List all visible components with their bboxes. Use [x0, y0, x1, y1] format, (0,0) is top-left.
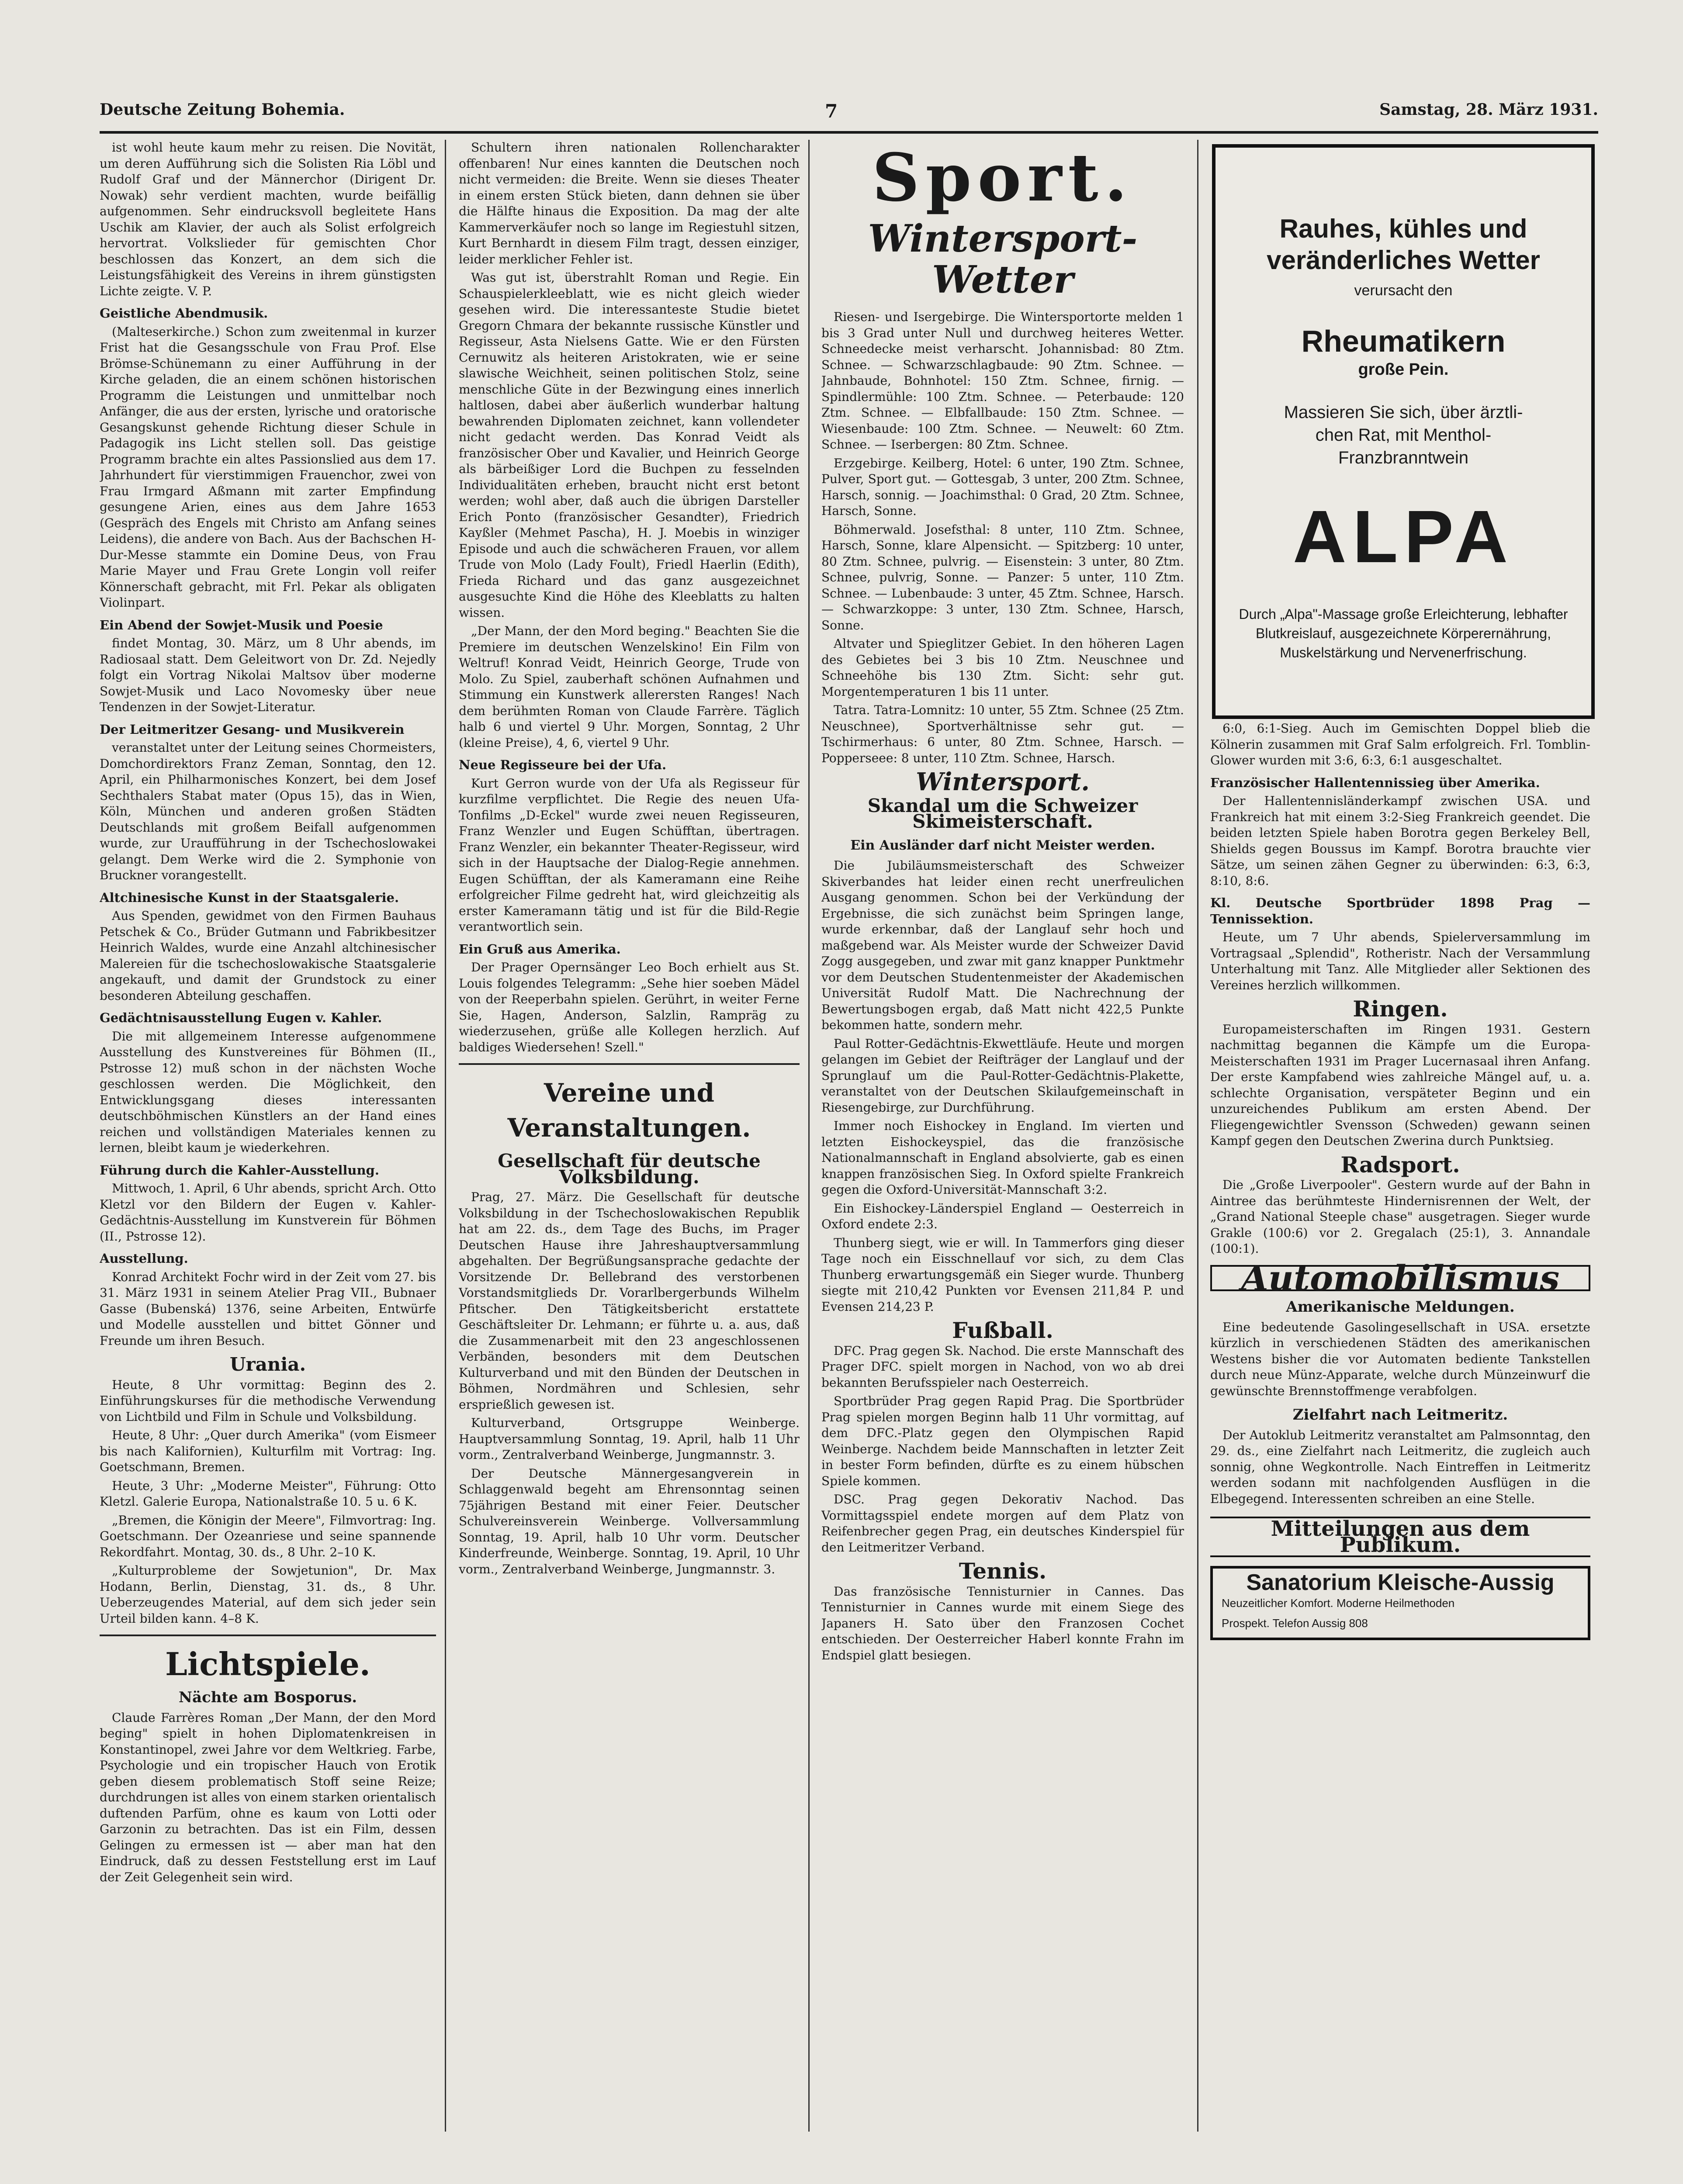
column-1: [100, 140, 436, 2149]
ad-headline-line: veränderliches Wetter: [1267, 245, 1540, 275]
ad-headline: Sanatorium Kleische-Aussig: [1246, 1570, 1555, 1595]
article-text: veranstaltet unter der Leitung seines Chormeisters, Domchordirektors Franz Zeman, Sonntag, den 12. April, ein Philharmonisches Konzert, bei dem Josef Sechthalers Stabat mater (Opus 15), das in Wien, Köln, München und anderen großen Städten Deutschlands mit großem Beifall aufgenommen wurde, zur Uraufführung in der Tschechoslowakei gelangt. Dem Werke wird die 2. Symphonie von Bruckner vorangestellt.: [100, 740, 436, 882]
section-rule: [100, 1635, 436, 1636]
section-title-fussball: Fußball.: [952, 1317, 1053, 1343]
ad-headline-line: Rauhes, kühles und: [1279, 214, 1527, 243]
article-text: (Malteserkirche.) Schon zum zweitenmal in kurzer Frist hat die Gesangsschule von Frau Prof. Else Brömse-Schünemann zu einer Aufführung in der Kirche geladen, die an einem schönen historischen Programm die Leistungen und unmittelbar noch Anfänger, die aus der ersten, lyrische und oratorische Gesangskunst gehende Richtung dieser Schule in Padagogik ins Licht stellen soll. Das geistige Programm brachte ein altes Passionslied aus dem 17. Jahrhundert für vierstimmigen Frauenchor, zwei von Frau Irmgard Aßmann mit zarter Empfindung gesungene Arien, eines aus dem Jahre 1653 (Gespräch des Engels mit Christo am Anfang seines Leidens), die andere von Bach. Aus der Bachschen H-Dur-Messe stammte ein Domine Deus, von Frau Marie Mayer und Frau Grete Longin voll reifer Könnerschaft gebracht, mit Frl. Pekar als obligaten Violinpart.: [100, 324, 436, 610]
article-text: Kurt Gerron wurde von der Ufa als Regisseur für kurzfilme verpflichtet. Die Regie des neuen Ufa-Tonfilms „D-Eckel" wurde zwei neuen Regisseuren, Franz Wenzler und Eugen Schüfftan, übertragen. Franz Wenzler, ein bekannter Theater-Regisseur, wird sich in der Hauptsache der Dialog-Regie annehmen. Eugen Schüfftan, der als Kameramann eine Reihe erfolgreicher Filme gedreht hat, wird gleichzeitig als erster Kameramann tätig und ist für die Bild-Regie verantwortlich sein.: [459, 776, 800, 934]
article-text: findet Montag, 30. März, um 8 Uhr abends, im Radiosaal statt. Dem Geleitwort von Dr. Zd. Nejedly folgt ein Vortrag Nikolai Maltsov über moderne Sowjet-Musik und Laco Novomesky über neue Tendenzen in der Sowjet-Literatur.: [100, 636, 436, 714]
article-text: DFC. Prag gegen Sk. Nachod. Die erste Mannschaft des Prager DFC. spielt morgen in Nachod, von wo ab drei bekannten Berufsspieler nach Oesterreich.: [821, 1343, 1184, 1390]
page-header: [100, 100, 1598, 127]
article-text: Europameisterschaften im Ringen 1931. Gestern nachmittag begannen die Kämpfe um die Europa-Meisterschaften 1931 im Prager Lucernasaal ihren Anfang. Der erste Kampfabend wies zahlreiche Mängel auf, u. a. schlechte Organisation, verspäteter Beginn und ein unzureichendes Publikum am ersten Abend. Der Fliegengewichtler Svensson (Schweden) gewann seinen Kampf gegen den Deutschen Zwerina durch Punktsieg.: [1210, 1022, 1590, 1148]
article-text: Konrad Architekt Fochr wird in der Zeit vom 27. bis 31. März 1931 in seinem Atelier Prag VII., Bubnaer Gasse (Bubenská) 1376, seine Arbeiten, Entwürfe und Modelle ausstellen und bittet Gönner und Freunde um ihren Besuch.: [100, 1269, 436, 1348]
urania-item: Heute, 3 Uhr: „Moderne Meister", Führung: Otto Kletzl. Galerie Europa, Nationalstraße 10. 5 u. 6 K.: [100, 1478, 436, 1509]
ad-headline: [1216, 213, 1591, 276]
article-text: Eine bedeutende Gasolingesellschaft in USA. ersetzte kürzlich in verschiedenen Städten des amerikanischen Westens bisher die vor Automaten bediente Tankstellen durch neue Münz-Apparate, welche durch Münzeinwurf die gewünschte Brennstoffmenge verabfolgen.: [1210, 1320, 1590, 1398]
urania-item: Heute, 8 Uhr: „Quer durch Amerika" (vom Eismeer bis nach Kalifornien), Kulturfilm mit Vortrag: Ing. Goetschmann, Bremen.: [100, 1428, 436, 1474]
article-text: Der Deutsche Männergesangverein in Schlaggenwald begeht am Ehrensonntag seinen 75jährigen Bestand mit einer Feier. Deutscher Schulvereinsverein Weinberge. Vollversammlung Sonntag, 19. April, halb 10 Uhr vorm. Deutscher Kinderfreunde, Weinberge. Sonntag, 19. April, 10 Uhr vorm., Zentralverband Weinberge, Jungmannstr. 3.: [459, 1466, 800, 1576]
column-divider: [445, 140, 446, 2132]
article-text: Heute, um 7 Uhr abends, Spielerversammlung im Vortragsaal „Splendid", Rotheristr. Nach der Versammlung Unterhaltung mit Tanz. Alle Mitglieder aller Sektionen des Vereines herzlich willkommen.: [1210, 930, 1590, 992]
ad-text: große Pein.: [1358, 360, 1449, 379]
article-text: Thunberg siegt, wie er will. In Tammerfors ging dieser Tage noch ein Eisschnellauf vor sich, zu dem Clas Thunberg erwartungsgemäß ein Sieger wurde. Thunberg siegte mit 210,42 Punkten vor Evensen 211,84 P. und Evensen 214,23 P.: [821, 1235, 1184, 1314]
urania-item: „Kulturprobleme der Sowjetunion", Dr. Max Hodann, Berlin, Dienstag, 31. ds., 8 Uhr. Ueberzeugendes Material, auf dem sich jeder sein Urteil bilden kann. 4–8 K.: [100, 1563, 436, 1626]
article-text: Altvater und Spieglitzer Gebiet. In den höheren Lagen des Gebietes bei 3 bis 10 Ztm. Neuschnee und Schneehöhe bis 130 Ztm. Sicht: sehr gut. Morgentemperaturen 1 bis 11 unter.: [821, 636, 1184, 699]
article-heading: Skandal um die Schweizer Skimeisterschaft.: [867, 795, 1138, 832]
urania-item: „Bremen, die Königin der Meere", Filmvortrag: Ing. Goetschmann. Der Ozeanriese und seine spannende Rekordfahrt. Montag, 30. ds., 8 Uhr. 2–10 K.: [100, 1513, 436, 1559]
article-text: Tatra. Tatra-Lomnitz: 10 unter, 55 Ztm. Schnee (25 Ztm. Neuschnee), Sportverhältnisse sehr gut. — Tschirmerhaus: 6 unter, 80 Ztm. Schnee, Harsch. — Popperseee: 8 unter, 110 Ztm. Schnee, Harsch.: [821, 703, 1184, 765]
ad-text: Neuzeitlicher Komfort. Moderne Heilmethoden: [1222, 1596, 1455, 1610]
section-title-radsport: Radsport.: [1340, 1151, 1460, 1178]
article-text: Das französische Tennisturnier in Cannes. Das Tennisturnier in Cannes wurde mit einem Siege des Japaners H. Sato über den Franzosen Cochet entschieden. Der Oesterreicher Haberl konnte Frahn im Endspiel glatt besiegen.: [821, 1584, 1184, 1662]
article-heading: Ein Gruß aus Amerika.: [459, 941, 621, 957]
urania-item: Heute, 8 Uhr vormittag: Beginn des 2. Einführungskurses für die methodische Verwendung von Lichtbild und Film in Schule und Volksbildung.: [100, 1377, 436, 1424]
article-text: Riesen- und Isergebirge. Die Wintersportorte melden 1 bis 3 Grad unter Null und durchweg heiteres Wetter. Schneedecke meist verharscht. Johannisbad: 80 Ztm. Schnee. — Schwarzschlagbaude: 90 Ztm. Schnee. — Jahnbaude, Bohnhotel: 150 Ztm. Schnee, firnig. — Spindlermühle: 100 Ztm. Schnee. — Peterbaude: 120 Ztm. Schnee. — Elbfallbaude: 150 Ztm. Schnee. — Wiesenbaude: 100 Ztm. Schnee. — Neuwelt: 60 Ztm. Schnee. — Iserbergen: 80 Ztm. Schnee.: [821, 310, 1184, 452]
ad-text: Prospekt. Telefon Aussig 808: [1222, 1617, 1368, 1630]
section-title-urania: Urania.: [229, 1354, 306, 1375]
article-text: Was gut ist, überstrahlt Roman und Regie. Ein Schauspielerkleeblatt, wie es nicht gleich wieder gesehen wird. Die interessanteste Studie bietet Gregorn Chmara der bekannte russische Künstler und Regisseur, Asta Nielsens Gatte. Wie er den Fürsten Cernuwitz als heiteren Aristokraten, wie er seine slawische Weichheit, seinen politischen Stolz, seine menschliche Güte in der Bezwingung eines innerlich haltlosen, dabei aber äußerlich wunderbar haltung bewahrenden Diplomaten zeichnet, kann vollendeter nicht gedacht werden. Das Konrad Veidt als französischer Ober und Kavalier, und Heinrich George als bärbeißiger Lord die Buchpen zu fesselnden Individualitäten erheben, braucht nicht erst betont werden; wohl aber, daß auch die übrigen Darsteller Erich Ponto (französischer Gesandter), Friedrich Kayßler (Mehmet Pascha), H. J. Moebis in winziger Episode und auch die schwächeren Frauen, vor allem Trude von Molo (Lady Foult), Friedl Haerlin (Edith), Frieda Richard und das ganz ausgezeichnet ausgesuchte Kind die Höhe des Kleeblatts zu halten wissen.: [459, 270, 800, 620]
article-heading: Neue Regisseure bei der Ufa.: [459, 757, 667, 772]
article-text: Böhmerwald. Josefsthal: 8 unter, 110 Ztm. Schnee, Harsch, Sonne, klare Alpensicht. — Spitzberg: 10 unter, 80 Ztm. Schnee, pulvrig. — Eisenstein: 3 unter, 80 Ztm. Schnee, pulvrig, Sonne. — Panzer: 5 unter, 110 Ztm. Schnee. — Lubenbaude: 3 unter, 45 Ztm. Schnee, Harsch. — Schwarzkoppe: 3 unter, 130 Ztm. Schnee, Harsch, Sonne.: [821, 522, 1184, 632]
article-heading: Der Leitmeritzer Gesang- und Musikverein: [100, 722, 405, 737]
article-text: Aus Spenden, gewidmet von den Firmen Bauhaus Petschek & Co., Brüder Gutmann und Fabrikbesitzer Heinrich Waldes, wurde eine Anzahl altchinesischer Malereien für die tschechoslowakische Staatsgalerie angekauft, und damit der Grundstock zu einer besonderen Abteilung geschaffen.: [100, 909, 436, 1003]
ad-body-line: Franzbranntwein: [1338, 448, 1468, 467]
article-text: Kulturverband, Ortsgruppe Weinberge. Hauptversammlung Sonntag, 19. April, halb 11 Uhr vorm., Zentralverband Weinberge, Jungmannstr. 3.: [459, 1416, 800, 1462]
column-3: [821, 140, 1184, 2149]
article-heading: Ausstellung.: [100, 1251, 188, 1266]
article-text: Der Prager Opernsänger Leo Boch erhielt aus St. Louis folgendes Telegramm: „Sehe hier soeben Mädel von der Reeperbahn spielen. Gerührt, in weiter Ferne Sie, Hagen, Anderson, Salzlin, Rampräg zu wiederzusehen, grüße alle Kollegen herzlich. Auf baldiges Wiedersehen! Szell.": [459, 960, 800, 1054]
article-heading: Zielfahrt nach Leitmeritz.: [1292, 1406, 1508, 1424]
ad-brand-logo: ALPA: [1292, 495, 1514, 578]
section-title-wintersport-wetter: Wintersport-Wetter: [868, 217, 1138, 302]
column-4: [1210, 721, 1590, 2145]
column-divider: [808, 140, 810, 2132]
section-title-ringen: Ringen.: [1353, 996, 1448, 1022]
section-title-mitteilungen: Mitteilungen aus dem Publikum.: [1210, 1517, 1590, 1557]
article-heading: Kl. Deutsche Sportbrüder 1898 Prag — Tennissektion.: [1210, 895, 1590, 926]
header-rule: [100, 131, 1598, 134]
article-text: 6:0, 6:1-Sieg. Auch im Gemischten Doppel blieb die Kölnerin zusammen mit Graf Salm erfolgreich. Frl. Tomblin-Glower wurden mit 3:6, 6:3, 6:1 ausgeschaltet.: [1210, 721, 1590, 767]
article-heading: Altchinesische Kunst in der Staatsgalerie.: [100, 890, 399, 905]
ad-text: verursacht den: [1354, 282, 1453, 299]
ad-description: Durch „Alpa"-Massage große Erleichterung, lebhafter Blutkreislauf, ausgezeichnete Körperernährung, Muskelstärkung und Nervenerfrischung.: [1239, 606, 1568, 660]
article-text: Prag, 27. März. Die Gesellschaft für deutsche Volksbildung in der Tschechoslowakischen Republik hat am 22. ds., dem Tage des Buchs, im Prager Deutschen Hause ihre Jahreshauptversammlung abgehalten. Der Begrüßungsansprache gedachte der Vorsitzende Dr. Bellebrand des verstorbenen Vorstandsmitglieds Dr. Vorarlbergerbunds Wilhelm Pfitscher. Den Tätigkeitsbericht erstattete Geschäftsleiter Dr. Lehmann; er führte u. a. aus, daß die Zusammenarbeit mit den 23 angeschlossenen Verbänden, besonders mit dem Deutschen Kulturverband und mit den Bünden der Deutschen in Böhmen, Nordmähren und Schlesien, sehr ersprießlich gewesen ist.: [459, 1190, 800, 1412]
article-text: Immer noch Eishockey in England. Im vierten und letzten Eishockeyspiel, das die französische Nationalmannschaft in England absolvierte, gab es einen knappen französischen Sieg. In Oxford spielte Frankreich gegen die Oxford-Universität-Mannschaft 3:2.: [821, 1119, 1184, 1197]
issue-date: Samstag, 28. März 1931.: [1379, 100, 1598, 119]
article-heading: Amerikanische Meldungen.: [1286, 1298, 1515, 1316]
article-text: Die mit allgemeinem Interesse aufgenommene Ausstellung des Kunstvereines für Böhmen (II., Pstrosse 12) muß schon in der nächsten Woche geschlossen werden. Die Möglichkeit, den Entwicklungsgang dieses interessanten deutschböhmischen Künstlers an der Hand eines reichen und vollständigen Materiales kennen zu lernen, bleibt kaum je wiederkehren.: [100, 1029, 436, 1155]
section-title-lichtspiele: Lichtspiele.: [165, 1645, 371, 1683]
article-text: DSC. Prag gegen Dekorativ Nachod. Das Vormittagsspiel endete morgen auf dem Platz von Reifenbrecher gegen Prag, ein deutsches Kinderspiel für den Leitmeritzer Verband.: [821, 1492, 1184, 1555]
article-text: Erzgebirge. Keilberg, Hotel: 6 unter, 190 Ztm. Schnee, Pulver, Sport gut. — Gottesgab, 3 unter, 200 Ztm. Schnee, Harsch, sonnig. — Joachimsthal: 0 Grad, 20 Ztm. Schnee, Harsch, Sonne.: [821, 456, 1184, 518]
section-rule: [459, 1063, 800, 1065]
article-heading: Französischer Hallentennissieg über Amerika.: [1210, 775, 1540, 790]
alpa-advertisement: [1212, 144, 1595, 719]
ad-keyword: Rheumatikern: [1301, 324, 1506, 358]
section-title-automobilismus: Automobilismus: [1210, 1265, 1590, 1292]
article-text: Der Hallentennisländerkampf zwischen USA. und Frankreich hat mit einem 3:2-Sieg Frankreich geendet. Die beiden letzten Spiele haben Borotra gegen Berkeley Bell, Shields gegen Boussus im Kampf. Borotra brauchte vier Sätze, um seinen zähen Gegner zu überwinden: 6:3, 6:3, 8:10, 8:6.: [1210, 794, 1590, 888]
article-text: Der Autoklub Leitmeritz veranstaltet am Palmsonntag, den 29. ds., eine Zielfahrt nach Leitmeritz, die zugleich auch sonnig, ohne Wegkontrolle. Nach Eintreffen in Leitmeritz werden sodann mit nachfolgenden Ausflügen in die Elbegegend. Interessenten schreiben an eine Stelle.: [1210, 1427, 1590, 1506]
article-subheading: Ein Ausländer darf nicht Meister werden.: [850, 837, 1155, 853]
section-title-vereine: Vereine und Veranstaltungen.: [507, 1078, 751, 1143]
page-number: 7: [825, 100, 838, 122]
article-heading: Gedächtnisausstellung Eugen v. Kahler.: [100, 1010, 382, 1025]
article-text: Ein Eishockey-Länderspiel England — Oesterreich in Oxford endete 2:3.: [821, 1201, 1184, 1231]
article-text: Sportbrüder Prag gegen Rapid Prag. Die Sportbrüder Prag spielen morgen Beginn halb 11 Uhr vormittag, auf dem DFC.-Platz gegen den Olympischen Rapid Weinberge. Nachdem beide Mannschaften in letzter Zeit in bester Form befinden, dürfte es zu einem hübschen Spiele kommen.: [821, 1394, 1184, 1488]
article-heading: Geistliche Abendmusik.: [100, 306, 268, 321]
column-divider: [1197, 140, 1198, 2132]
newspaper-name: Deutsche Zeitung Bohemia.: [100, 100, 345, 119]
ad-body-line: chen Rat, mit Menthol-: [1315, 425, 1492, 445]
section-title-wintersport: Wintersport.: [916, 767, 1090, 796]
article-text: Mittwoch, 1. April, 6 Uhr abends, spricht Arch. Otto Kletzl vor den Bildern der Eugen v. Kahler-Gedächtnis-Ausstellung im Kunstverein für Böhmen (II., Pstrosse 12).: [100, 1181, 436, 1244]
article-heading: Nächte am Bosporus.: [178, 1689, 357, 1706]
ad-body: [1216, 401, 1591, 469]
sanatorium-advertisement: [1210, 1566, 1590, 1640]
section-title-tennis: Tennis.: [959, 1558, 1047, 1584]
section-title-sport: Sport.: [872, 140, 1133, 216]
article-text: Schultern ihren nationalen Rollencharakter offenbaren! Nur eines kannten die Deutschen noch nicht vermeiden: die Breite. Wenn sie dieses Theater in einem ersten Stück bieten, dann dehnen sie über die Hälfte hinaus die Exposition. Da mag der alte Kammerverkäufer noch so lange im Regiestuhl sitzen, Kurt Bernhardt in diesem Film tragt, dessen einziger, leider merklicher Fehler ist.: [459, 140, 800, 266]
article-heading: Führung durch die Kahler-Ausstellung.: [100, 1162, 379, 1178]
article-text: Paul Rotter-Gedächtnis-Ekwettläufe. Heute und morgen gelangen im Gebiet der Reifträger der Langlauf und der Sprunglauf um die Paul-Rotter-Gedächtnis-Plakette, veranstaltet von der Deutschen Skilaufgemeinschaft in Riesengebirge, zur Durchführung.: [821, 1036, 1184, 1115]
article-text: „Der Mann, der den Mord beging." Beachten Sie die Premiere im deutschen Wenzelskino! Ein Film von Weltruf! Konrad Veidt, Heinrich George, Trude von Molo. Zu Spiel, zauberhaft schönen Aufnahmen und Stimmung ein Kunstwerk allerersten Ranges! Nach dem berühmten Roman von Claude Farrère. Täglich halb 6 und viertel 9 Uhr. Morgen, Sonntag, 2 Uhr (kleine Preise), 4, 6, viertel 9 Uhr.: [459, 624, 800, 750]
column-2: [459, 140, 800, 2149]
article-heading: Gesellschaft für deutsche Volksbildung.: [498, 1150, 761, 1188]
article-text: Die „Große Liverpooler". Gestern wurde auf der Bahn in Aintree das berühmteste Hindernisrennen der Welt, der „Grand National Steeple chase" ausgetragen. Sieger wurde Grakle (100:6) vor 2. Gregalach (25:1), 3. Annandale (100:1).: [1210, 1178, 1590, 1256]
article-heading: Ein Abend der Sowjet-Musik und Poesie: [100, 617, 383, 632]
ad-body-line: Massieren Sie sich, über ärztli-: [1284, 403, 1523, 422]
article-text: Die Jubiläumsmeisterschaft des Schweizer Skiverbandes hat leider einen recht unerfreulichen Ausgang genommen. Schon bei der Verkündung der Ergebnisse, die sich zunächst beim Springen lange, wurde erkennbar, daß der Langlauf sehr hoch und maßgebend war. Als Meister wurde der Schweizer David Zogg ausgegeben, und zwar mit ganz knapper Punktmehr vor dem Deutschen Studentenmeister der Akademischen Universität Rudolf Matt. Die Nachrechnung der Bewertungsbogen ergab, daß Matt nicht 422,5 Punkte bekommen hatte, sondern mehr.: [821, 858, 1184, 1032]
article-text: Claude Farrères Roman „Der Mann, der den Mord beging" spielt in hohen Diplomatenkreisen in Konstantinopel, zwei Jahre vor dem Weltkrieg. Farbe, Psychologie und ein tropischer Hauch von Erotik geben diesem problematisch Stoff seine Reize; durchdrungen ist alles von einem starken orientalisch duftenden Parfüm, ohne es kaum von Lotti oder Garzonin zu betrachten. Das ist ein Film, dessen Gelingen zu ermessen ist — aber man hat den Eindruck, daß zu dessen Feststellung erst im Lauf der Zeit Gelegenheit sein wird.: [100, 1710, 436, 1884]
article-text: ist wohl heute kaum mehr zu reisen. Die Novität, um deren Aufführung sich die Solisten Ria Löbl und Rudolf Graf und der Männerchor (Dirigent Dr. Nowak) sehr verdient machten, wurde beifällig aufgenommen. Sehr eindrucksvoll begleitete Hans Uschik am Klavier, der auch als Solist erfolgreich hervortrat. Volkslieder für gemischten Chor beschlossen das Konzert, an dem sich die Leistungsfähigkeit des Vereins in ihrem günstigsten Lichte zeigte. V. P.: [100, 140, 436, 298]
